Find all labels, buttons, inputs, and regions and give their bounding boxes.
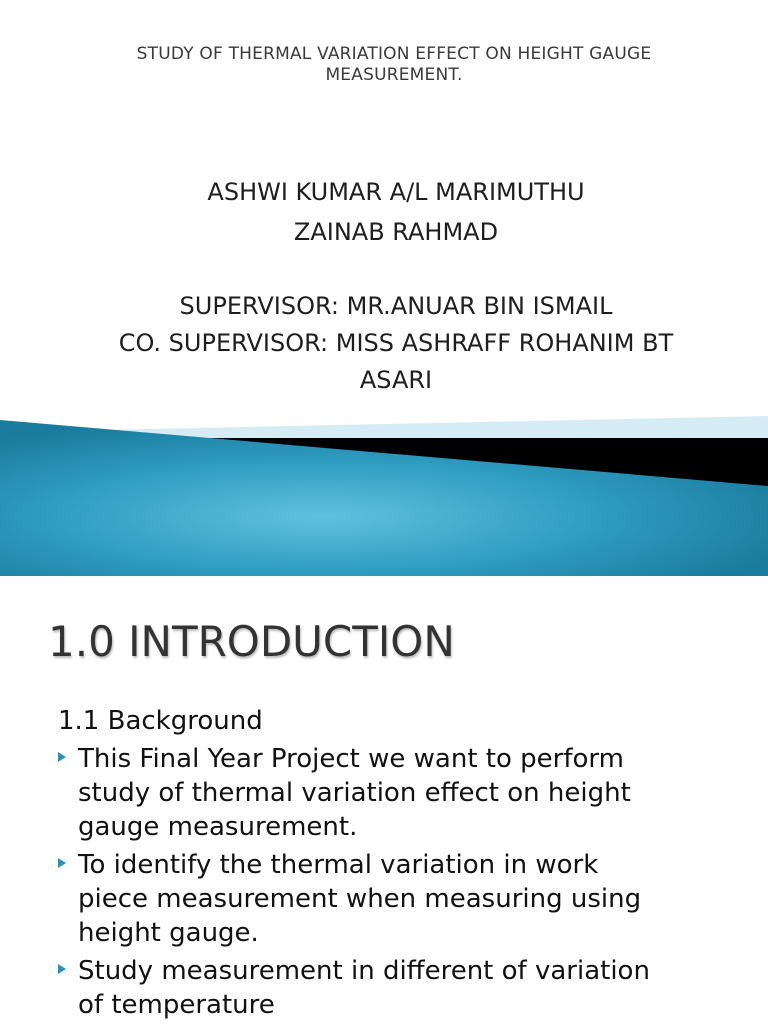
bullet-item [58,954,748,1022]
supervisor-block [20,288,768,399]
bullet-text: To identify the thermal variation in work piece measurement when measuring using height gauge. [78,850,642,948]
decorative-swoosh [0,410,768,576]
supervisor-line: SUPERVISOR: MR.ANUAR BIN ISMAIL [179,292,613,320]
bullet-text: Study measurement in different of variation of temperature [78,956,650,1020]
triangle-bullet-icon [58,858,66,868]
triangle-bullet-icon [58,752,66,762]
co-supervisor-line-1: CO. SUPERVISOR: MISS ASHRAFF ROHANIM BT [118,329,674,357]
bullet-item [58,742,748,844]
title-line-2: MEASUREMENT. [325,65,463,85]
introduction-slide [0,576,768,1024]
bullet-text: This Final Year Project we want to perform study of thermal variation effect on height gauge measurement. [78,744,631,842]
author-name: ZAINAB RAHMAD [293,218,499,246]
co-supervisor-line-2: ASARI [359,366,433,394]
bullet-list [58,742,748,1024]
presentation-title [60,44,728,86]
author-name: ASHWI KUMAR A/L MARIMUTHU [207,178,585,206]
author-list [20,172,768,252]
title-line-1: STUDY OF THERMAL VARIATION EFFECT ON HEIGHT GAUGE [136,44,652,64]
bullet-item [58,848,748,950]
section-subheading: 1.1 Background [58,706,263,736]
triangle-bullet-icon [58,964,66,974]
slide-heading: 1.0 INTRODUCTION [48,617,455,666]
